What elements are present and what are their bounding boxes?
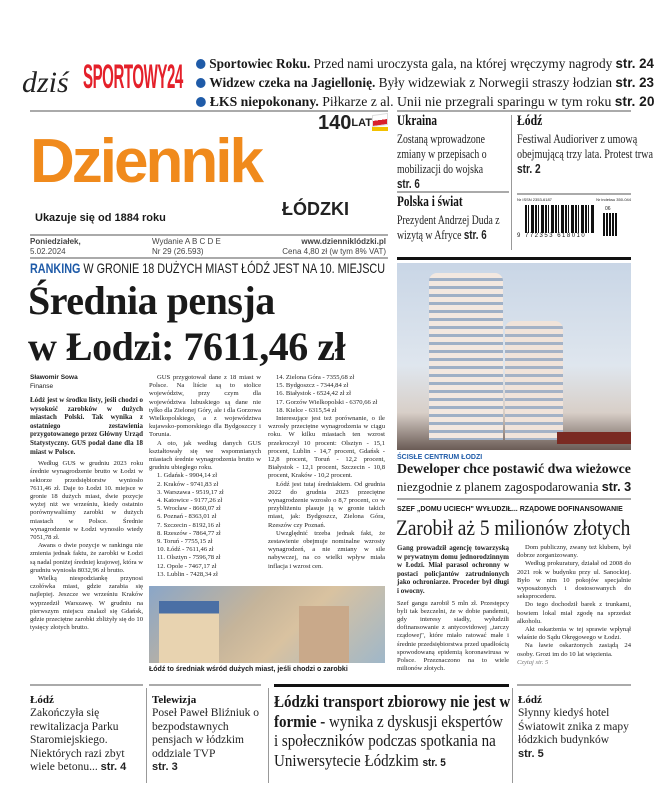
- teaser-page: str. 20: [614, 93, 655, 109]
- flag-icon: [372, 113, 388, 127]
- teaser-polska[interactable]: [397, 194, 510, 242]
- main-headline[interactable]: [28, 278, 388, 370]
- page-ref: str. 3: [601, 479, 632, 494]
- teaser-text: Słynny kiedyś hotel Światowit znika z mapy łódzkich budynków str. 5: [518, 707, 629, 760]
- teaser-lodz[interactable]: [517, 113, 657, 176]
- teaser-kicker: Łódź: [517, 113, 543, 129]
- tower-shape: [429, 273, 503, 440]
- bottom-teaser[interactable]: [152, 694, 267, 775]
- masthead-logo: Dziennik: [30, 127, 261, 196]
- barcode-bars: [525, 205, 595, 233]
- building-shape: [159, 601, 219, 663]
- crime-kicker: SZEF „DOMU UCIECH" WYŁUDZIŁ... RZĄDOWE DOFINANSOWANIE: [397, 506, 623, 513]
- ranking-item: 11. Olsztyn - 7596,78 zł: [157, 554, 221, 562]
- developer-kicker: ŚCISŁE CENTRUM ŁODZI: [397, 454, 483, 461]
- developer-subhead: niezgodnie z planem zagospodarowania str. 3: [397, 479, 632, 494]
- sport-teaser[interactable]: [196, 54, 654, 74]
- divider: [30, 684, 143, 686]
- ranking-item: 1. Gdańsk - 9904,14 zł: [157, 472, 218, 480]
- crime-column-2: Dom publiczny, zwany też klubem, był dobrze zorganizowany. Według prokuratury, działał od 2008 do 2021 rok w budynku przy ul. Sanockiej. Było w nim 10 pokojów specjalnie wyposażonych i dostosowanych do seksprocederu. Do tego dochodził barek z trunkami, bowiem lokal miał zgodę na sprzedaż alkoholu. Akt oskarżenia w tej sprawie wpłynął właśnie do Sądu Okręgowego w Łodzi. Na ławie oskarżonych zasiądą 24 osoby. Grozi im do 10 lat więzienia. Czytaj str. 5: [517, 544, 631, 666]
- lat-label: LAT: [351, 117, 372, 129]
- website-link[interactable]: www.dzienniklódzki.pl: [301, 237, 386, 246]
- bullet-icon: [196, 78, 206, 88]
- issn: Nr ISSN 2353-6187: [517, 197, 552, 202]
- teaser-text: Poseł Paweł Bliźniuk o bezpodstawnych pensjach w łódzkim oddziale TVP str. 3: [152, 707, 260, 773]
- bullet-icon: [196, 97, 206, 107]
- divider: [274, 684, 509, 687]
- teaser-page: str. 24: [615, 55, 654, 71]
- issue-number: 06: [605, 206, 611, 212]
- photo-caption: Łódź to średniak wśród dużych miast, jeśli chodzi o zarobki: [149, 666, 348, 673]
- ranking-list: [268, 374, 385, 415]
- divider: [268, 688, 269, 783]
- headline-line: Średnia pensja: [28, 278, 275, 323]
- ranking-item: 4. Katowice - 9177,26 zł: [157, 497, 223, 505]
- sport-teaser[interactable]: [196, 73, 654, 93]
- divider: [149, 684, 261, 686]
- ranking-item: 7. Szczecin - 8192,16 zł: [157, 521, 221, 529]
- divider: [512, 688, 513, 783]
- sport-teaser[interactable]: [196, 92, 654, 112]
- main-kicker: RANKING W GRONIE 18 DUŻYCH MIAST ŁÓDŹ JEST NA 10. MIEJSCU: [30, 260, 386, 276]
- headline-line: w Łodzi: 7611,46 zł: [28, 324, 346, 369]
- teaser-kicker: Ukraina: [397, 113, 438, 129]
- towers-photo: [397, 263, 631, 450]
- divider: [517, 193, 631, 195]
- anniversary-years: [318, 112, 372, 134]
- masthead-city: ŁÓDZKI: [282, 199, 349, 219]
- teaser-kicker: Polska i świat: [397, 194, 463, 210]
- teaser-page: str. 2: [517, 160, 541, 176]
- teaser-title: ŁKS niepokonany.: [209, 95, 319, 110]
- bullet-icon: [196, 59, 205, 69]
- city-photo: [149, 586, 385, 663]
- bottom-teaser[interactable]: [518, 694, 633, 761]
- dateline-date: Poniedziałek, 5.02.2024: [30, 237, 81, 256]
- teaser-ukraina[interactable]: [397, 113, 510, 191]
- ranking-item: 6. Poznań - 8363,01 zł: [157, 513, 217, 521]
- dzis-label: dziś: [22, 66, 69, 99]
- ribbon-icon: [372, 127, 388, 131]
- building-shape: [299, 606, 349, 663]
- teaser-text: Były widzewiak z Norwegii straszy łodzian: [375, 76, 616, 91]
- teaser-kicker: Łódź: [30, 694, 54, 706]
- main-column-3: 14. Zielona Góra - 7355,68 zł 15. Bydgoszcz - 7344,84 zł 16. Białystok - 6524,42 zł zł 17. Gorzów Wielkopolski - 6370,66 zł 18. Kielce - 6315,54 zł Interesujące jest też porównanie, o ile wzrosły przeciętne wynagrodzenia w ciągu roku. W kilku miastach ten wzrost przekroczył 10 procent: Olsztyn - 15,1 procent, Lublin - 14,7 procent, Gdańsk - 12,8 procent, Toruń - 12,2 procent, Białystok - 12,1 procent, Szczecin - 10,8 procent, Kraków - 10,2 procent. Łódź jest tutaj średniakiem. Od grudnia 2022 do grudnia 2023 przeciętne wynagrodzenie wzrosło o 8,7 procent, co w przybliżeniu plasuje ją w gronie takich miast, jak: Bydgoszcz, Zielona Góra, Rzeszów czy Poznań. Uwzględnić trzeba jednak fakt, że zestawienie obejmuje nominalne wzrosty wynagrodzeń, a nie zmiany w sile nabywczej, na co wielki wpływ miała inflacja i wzrost cen.: [268, 374, 385, 570]
- barcode: [517, 197, 631, 240]
- teaser-text: Piłkarze z al. Unii nie przegrali sparingu w tym roku: [318, 95, 615, 110]
- ranking-item: 18. Kielce - 6315,54 zł: [276, 406, 337, 414]
- teaser-text: Zostaną wprowadzone zmiany w przepisach o mobilizacji do wojska str. 6: [397, 130, 487, 191]
- ranking-item: 5. Wrocław - 8660,07 zł: [157, 505, 221, 513]
- ranking-item: 2. Kraków - 9741,83 zł: [157, 480, 219, 488]
- tower-shape: [505, 321, 563, 440]
- teaser-kicker: Telewizja: [152, 694, 197, 706]
- ranking-item: 8. Rzeszów - 7864,77 zł: [157, 529, 221, 537]
- dateline-edition: Wydanie A B C D E Nr 29 (26.593): [152, 237, 221, 256]
- main-column-1: Łódź jest w środku listy, jeśli chodzi o wysokość zarobków w dużych miastach Polski. Tak wynika z ostatniego zestawienia przygotowanego przez Główny Urząd Statystyczny. GUS podał dane dla 18 miast w Polsce. Według GUS w grudniu 2023 roku średnie wynagrodzenie brutto w Łodzi w sektorze przedsiębiorstw wyniosło 7611,46 zł. Daje to Łodzi 10. miejsce w gronie 18 dużych miast, dwie pozycje wyżej niż we wrześniu, kiedy ostatnio porównywaliśmy zarobki w dużych miastach w Polsce. Średnie wynagrodzenie w Łodzi wynosiło wtedy 7051,78 zł. Awans o dwie pozycje w rankingu nie zmienia jednak faktu, że zarobki w Łodzi są nadal poniżej średniej krajowej, która w grudniu wyniosła 8032,96 zł brutto. Wielką niespodziankę przynosi czołówka miast, gdzie zarabia się najlepiej. Jeszcze we wrześniu Kraków wyprzedził Warszawę. W grudniu na pierwszym miejscu znalazł się Gdańsk, gdzie przeciętne zarobki zbliżyły się do 10 tysięcy złotych brutto.: [30, 396, 143, 632]
- divider: [30, 257, 388, 259]
- ranking-item: 13. Lublin - 7428,34 zł: [157, 570, 218, 578]
- ranking-item: 10. Łódź - 7611,46 zł: [157, 546, 214, 554]
- ranking-item: 9. Toruń - 7755,15 zł: [157, 538, 213, 546]
- teaser-kicker: Łódź: [518, 694, 542, 706]
- teaser-text: Prezydent Andrzej Duda z wizytą w Afryce str. 6: [397, 211, 500, 242]
- bottom-teaser[interactable]: [30, 694, 145, 775]
- teaser-page: str. 23: [615, 74, 654, 90]
- teaser-page: str. 6: [463, 226, 487, 242]
- masthead-since: Ukazuje się od 1884 roku: [35, 212, 166, 224]
- divider: [30, 234, 388, 236]
- read-more[interactable]: Czytaj str. 5: [517, 658, 549, 666]
- teaser-title: Sportowiec Roku.: [209, 57, 311, 72]
- developer-headline[interactable]: Deweloper chce postawić dwa wieżowce: [397, 462, 631, 477]
- teaser-text: Zakończyła się rewitalizacja Parku Staromiejskiego. Niektórych razi zbyt wiele betonu... str. 4: [30, 707, 127, 773]
- teaser-title: Widzew czeka na Jagiellonię.: [209, 76, 376, 91]
- teaser-page: str. 6: [397, 175, 420, 191]
- divider: [397, 191, 509, 193]
- ranking-item: 12. Opole - 7467,17 zł: [157, 562, 217, 570]
- ranking-item: 3. Warszawa - 9519,17 zł: [157, 488, 224, 496]
- crime-headline[interactable]: Zarobił aż 5 milionów złotych: [396, 515, 631, 540]
- ranking-list: [149, 472, 261, 579]
- divider: [397, 110, 631, 112]
- index-number: Nr indeksu 350-044: [596, 197, 631, 202]
- main-column-2: GUS przygotował dane z 18 miast w Polsce. Na liście są to stolice województw, przy czym dla województwa lubuskiego są dane nie tylko dla Zielonej Góry, ale i dla Gorzowa Wielkopolskiego, a z województwa kujawsko-pomorskiego dla Bydgoszczy i Torunia. A oto, jak według danych GUS kształtowały się we wspomnianych miastach średnie wynagrodzenia brutto w grudniu ubiegłego roku. 1. Gdańsk - 9904,14 zł 2. Kraków - 9741,83 zł 3. Warszawa - 9519,17 zł 4. Katowice - 9177,26 zł 5. Wrocław - 8660,07 zł 6. Poznań - 8363,01 zł 7. Szczecin - 8192,16 zł 8. Rzeszów - 7864,77 zł 9. Toruń - 7755,15 zł 10. Łódź - 7611,46 zł 11. Olsztyn - 7596,78 zł 12. Opole - 7467,17 zł 13. Lublin - 7428,34 zł: [149, 374, 261, 578]
- teaser-text: Przed nami uroczysta gala, na której wręczymy nagrody: [310, 57, 616, 72]
- years: 140: [318, 112, 352, 134]
- divider: [397, 257, 631, 260]
- divider: [397, 498, 631, 500]
- divider: [511, 115, 512, 250]
- tram-shape: [557, 432, 631, 444]
- bottom-main-teaser[interactable]: Łódzki transport zbiorowy nie jest w formie - wynika z dyskusji ekspertów i społeczników podczas spotkania na Uniwersytecie Łódzkim str. 5: [274, 692, 511, 770]
- ranking-item: 14. Zielona Góra - 7355,68 zł: [276, 374, 355, 381]
- divider: [517, 684, 631, 686]
- byline: Sławomir Sowa Finanse: [30, 374, 78, 390]
- dateline-price: www.dzienniklódzki.pl Cena 4,80 zł (w tym 8% VAT): [282, 237, 386, 256]
- ranking-item: 17. Gorzów Wielkopolski - 6370,66 zł: [276, 398, 378, 406]
- sportowy24-logo: SPORTOWY24: [83, 58, 183, 96]
- barcode-digits: 9 772353 618010: [517, 233, 587, 239]
- ranking-item: 16. Białystok - 6524,42 zł zł: [276, 390, 351, 398]
- crime-column-1: Gang prowadził agencję towarzyską w prywatnym domu jednorodzinnym w Łodzi. Miał parasol ochronny w postaci policjantów zatrudnionych jako ochroniarze. Proceder był długi i owocny. Szef gangu zarobił 5 mln zł. Przestępcy byli tak bezczelni, że w dobie pandemii, gdy interesy siadły, wyłudzili dofinansowanie z antycovidowej „tarczy rządowej", które miało ratować małe i średnie przedsiębiorstwa przed upadłością spowodowaną epidemią koronawirusa w Polsce. Przeznaczono na to wiele milionów złotych.: [397, 544, 509, 673]
- ranking-item: 15. Bydgoszcz - 7344,84 zł: [276, 382, 349, 390]
- issue-barcode: [603, 213, 617, 236]
- divider: [146, 688, 147, 783]
- teaser-text: Festiwal Audioriver z umową obejmującą trzy lata. Protest trwa str. 2: [517, 130, 654, 176]
